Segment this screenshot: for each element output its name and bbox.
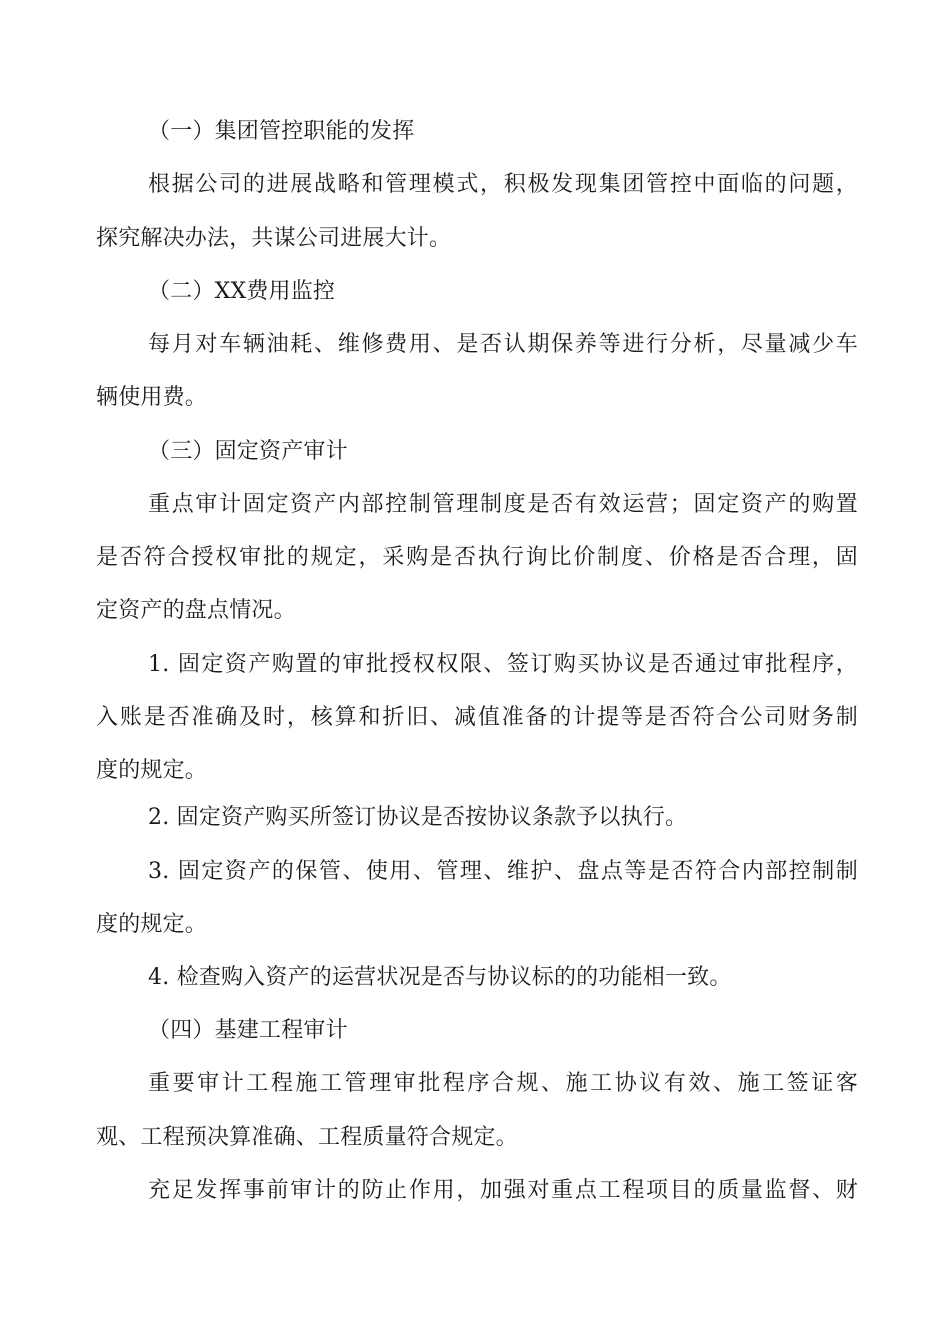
section-heading-4: （四）基建工程审计 — [148, 1018, 348, 1043]
paragraph-1-line-2: 探究解决办法，共谋公司进展大计。 — [96, 226, 452, 251]
list-item-1-line-1: 1. 固定资产购置的审批授权权限、签订购买协议是否通过审批程序， — [148, 652, 858, 677]
list-item-3-line-1: 3. 固定资产的保管、使用、管理、维护、盘点等是否符合内部控制制 — [148, 859, 858, 884]
section-heading-1: （一）集团管控职能的发挥 — [148, 119, 415, 144]
list-item-1-line-2: 入账是否准确及时，核算和折旧、减值准备的计提等是否符合公司财务制 — [96, 705, 858, 730]
paragraph-3-line-2: 是否符合授权审批的规定，采购是否执行询比价制度、价格是否合理，固 — [96, 545, 858, 570]
paragraph-5-line-1: 充足发挥事前审计的防止作用，加强对重点工程项目的质量监督、财 — [148, 1178, 858, 1203]
paragraph-3-line-3: 定资产的盘点情况。 — [96, 598, 296, 623]
list-item-3-line-2: 度的规定。 — [96, 912, 208, 937]
section-heading-2: （二）XX费用监控 — [148, 279, 336, 304]
list-item-4-line-1: 4. 检查购入资产的运营状况是否与协议标的的功能相一致。 — [148, 965, 732, 990]
paragraph-4-line-2: 观、工程预决算准确、工程质量符合规定。 — [96, 1125, 518, 1150]
paragraph-4-line-1: 重要审计工程施工管理审批程序合规、施工协议有效、施工签证客 — [148, 1071, 858, 1096]
paragraph-2-line-1: 每月对车辆油耗、维修费用、是否认期保养等进行分析，尽量减少车 — [148, 332, 858, 357]
list-item-1-line-3: 度的规定。 — [96, 758, 208, 783]
section-heading-3: （三）固定资产审计 — [148, 439, 348, 464]
paragraph-3-line-1: 重点审计固定资产内部控制管理制度是否有效运营；固定资产的购置 — [148, 492, 858, 517]
paragraph-2-line-2: 辆使用费。 — [96, 385, 208, 410]
paragraph-1-line-1: 根据公司的进展战略和管理模式，积极发现集团管控中面临的问题， — [148, 172, 858, 197]
list-item-2-line-1: 2. 固定资产购买所签订协议是否按协议条款予以执行。 — [148, 805, 688, 830]
